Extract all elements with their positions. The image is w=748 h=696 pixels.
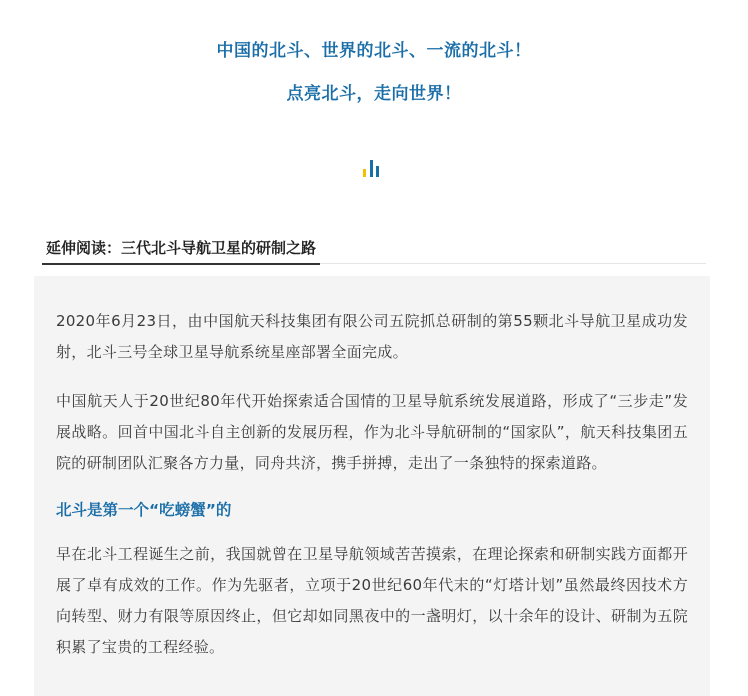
bar-chart-icon-bar-yellow xyxy=(363,169,366,177)
slogan-line-1: 中国的北斗、世界的北斗、一流的北斗！ xyxy=(216,41,532,61)
bar-chart-icon-bar-blue-mid xyxy=(376,166,379,177)
article-card xyxy=(34,276,710,696)
section-title: 延伸阅读：三代北斗导航卫星的研制之路 xyxy=(42,237,320,265)
bar-chart-icon-bar-blue-tall xyxy=(370,160,373,177)
article-paragraph-3: 早在北斗工程诞生之前，我国就曾在卫星导航领域苦苦摸索，在理论探索和研制实践方面都开展了卓有成效的工作。作为先驱者，立项于20世纪60年代末的“灯塔计划”虽然最终因技术方向转型、财力有限等原因终止，但它却如同黑夜中的一盏明灯，以十余年的设计、研制为五院积累了宝贵的工程经验。 xyxy=(56,545,688,656)
section-header xyxy=(42,237,706,264)
article-paragraph-1: 2020年6月23日，由中国航天科技集团有限公司五院抓总研制的第55颗北斗导航卫星成功发射，北斗三号全球卫星导航系统星座部署全面完成。 xyxy=(56,312,688,361)
slogan-line-2: 点亮北斗，走向世界！ xyxy=(286,84,462,104)
article-subheading: 北斗是第一个“吃螃蟹”的 xyxy=(56,501,232,519)
article-paragraph-2: 中国航天人于20世纪80年代开始探索适合国情的卫星导航系统发展道路，形成了“三步走”发展战略。回首中国北斗自主创新的发展历程，作为北斗导航研制的“国家队”，航天科技集团五院的研制团队汇聚各方力量，同舟共济，携手拼搏，走出了一条独特的探索道路。 xyxy=(56,392,688,472)
bar-chart-icon xyxy=(361,159,381,177)
